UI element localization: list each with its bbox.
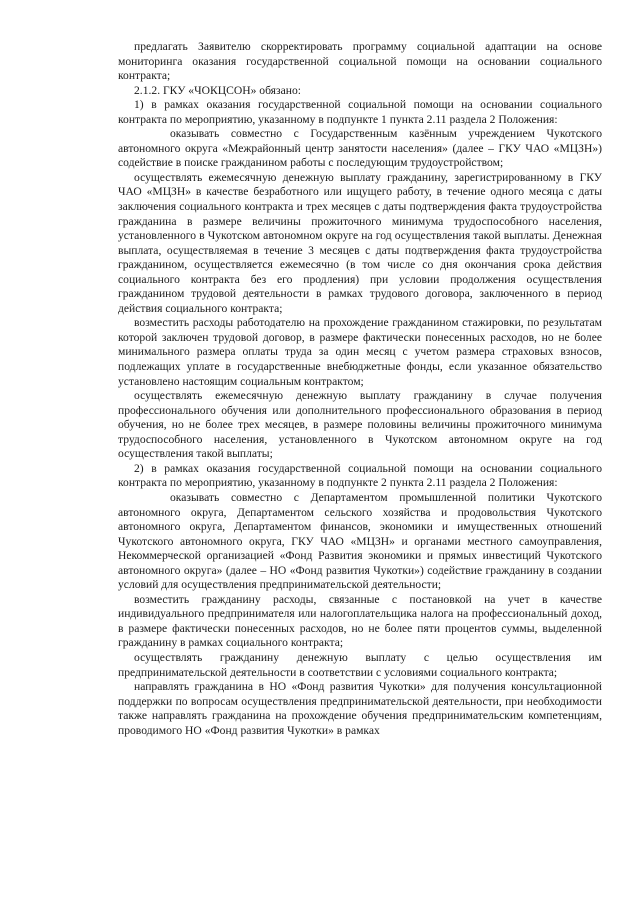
paragraph-item-2: 2) в рамках оказания государственной социальной помощи на основании социального контракта по мероприятию, указанному в подпункте 2 пункта 2.11 раздела 2 Положения: <box>118 461 602 490</box>
paragraph-training-payment: осуществлять ежемесячную денежную выплату гражданину в случае получения профессионального обучения или дополнительного профессионального образования в период обучения, но не более трех месяцев, в размере половины величины прожиточного минимума трудоспособного населения, установленного в Чукотском автономном округе на год осуществления такой выплаты; <box>118 389 602 461</box>
paragraph-assist-employment: оказывать совместно с Государственным казённым учреждением Чукотского автономного округа «Межрайонный центр занятости населения» (далее – ГКУ ЧАО «МЦЗН») содействие в поиске гражданином работы с последующим трудоустройством; <box>118 127 602 170</box>
paragraph-business-payment: осуществлять гражданину денежную выплату с целью осуществления им предпринимательской деятельности в соответствии с условиями социального контракта; <box>118 650 602 679</box>
paragraph-item-1: 1) в рамках оказания государственной социальной помощи на основании социального контракта по мероприятию, указанному в подпункте 1 пункта 2.11 раздела 2 Положения: <box>118 98 602 126</box>
paragraph-continuation: предлагать Заявителю скорректировать программу социальной адаптации на основе мониторинга оказания государственной социальной помощи на основании социального контракта; <box>118 40 602 83</box>
section-heading: 2.1.2. ГКУ «ЧОКЦСОН» обязано: <box>134 83 301 97</box>
paragraph-business-assistance: оказывать совместно с Департаментом промышленной политики Чукотского автономного округа, Департаментом сельского хозяйства и продовольствия Чукотского автономного округа, Департаментом финансов, экономики и имущественных отношений Чукотского автономного округа, ГКУ ЧАО «МЦЗН» и органами местного самоуправления, Некоммерческой организацией «Фонд Развития экономики и прямых инвестиций Чукотского автономного округа» (далее – НО «Фонд развития Чукотки») содействие гражданину в создании условий для осуществления предпринимательской деятельности; <box>118 490 602 592</box>
paragraph-internship-reimbursement: возместить расходы работодателю на прохождение гражданином стажировки, по результатам которой заключен трудовой договор, в размере фактически понесенных расходов, но не более минимального размера оплаты труда за один месяц с учетом размера страховых взносов, подлежащих уплате в государственные внебюджетные фонды, если указанное обязательство установлено настоящим социальным контрактом; <box>118 316 602 388</box>
paragraph-monthly-payment: осуществлять ежемесячную денежную выплату гражданину, зарегистрированному в ГКУ ЧАО «МЦЗН» в качестве безработного или ищущего работу, в течение одного месяца с даты заключения социального контракта и трех месяцев с даты подтверждения факта трудоустройства гражданина в размере величины прожиточного минимума трудоспособного населения, установленного в Чукотском автономном округе на год осуществления такой выплаты. Денежная выплата, осуществляемая в течение 3 месяцев с даты подтверждения факта трудоустройства гражданином, осуществляется ежемесячно (в том числе со дня окончания срока действия социального контракта без его продления) при условии продолжения осуществления гражданином трудовой деятельности в рамках трудового договора, заключенного в период действия социального контракта; <box>118 170 602 315</box>
paragraph-registration-reimbursement: возместить гражданину расходы, связанные с постановкой на учет в качестве индивидуального предпринимателя или налогоплательщика налога на профессиональный доход, в размере фактически понесенных расходов, но не более пяти процентов суммы, выделенной гражданину в рамках социального контракта; <box>118 592 602 650</box>
paragraph-consulting-referral: направлять гражданина в НО «Фонд развития Чукотки» для получения консультационной поддержки по вопросам осуществления предпринимательской деятельности, при необходимости также направлять гражданина на прохождение обучения предпринимательским компетенциям, проводимого НО «Фонд развития Чукотки» в рамках <box>118 680 602 737</box>
